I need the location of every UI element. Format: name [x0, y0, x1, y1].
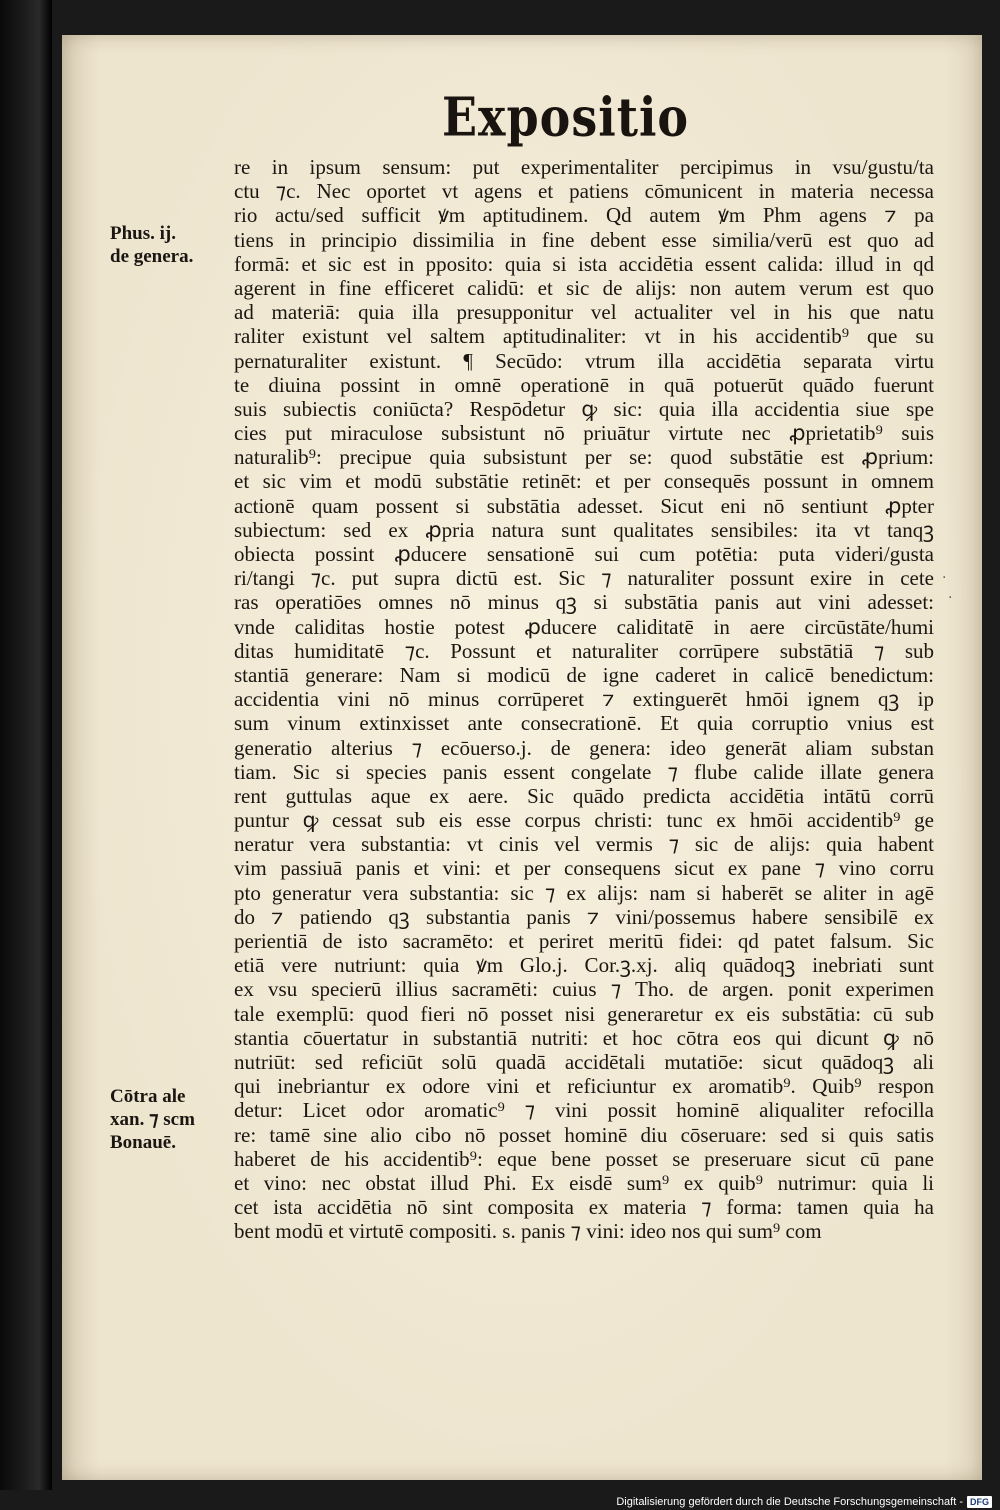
text-line: formā: et sic est in pposito: quia si ista accidētia essent calida: illud in qd	[234, 251, 934, 276]
paper-page	[62, 35, 982, 1480]
text-line: pto generatur vera substantia: sic ⁊ ex alijs: nam si haberēt se aliter in agē	[234, 880, 934, 905]
text-line: etiā vere nutriunt: quia ꝟm Glo.j. Cor.ꝫ.xj. aliq quādoqꝫ inebriati sunt	[234, 953, 934, 978]
text-line: tiens in principio dissimilia in fine debent esse similia/verū est quo ad	[234, 227, 934, 252]
text-line: ri/tangi ⁊c. put supra dictū est. Sic ⁊ naturaliter possunt exire in cete	[234, 566, 934, 591]
text-line: subiectum: sed ex ꝓpria natura sunt qualitates sensibiles: ita vt tanqꝫ	[234, 517, 934, 542]
text-line: obiecta possint ꝓducere sensationē sui cum potētia: puta videri/gusta	[234, 542, 934, 566]
credit-text: Digitalisierung gefördert durch die Deutsche Forschungsgemeinschaft -	[616, 1496, 963, 1508]
text-line: haberet de his accidentib⁹: eque bene posset se preseruare sicut cū pane	[234, 1146, 934, 1171]
text-line: sum vinum extinxisset ante consecrationē. Et quia corruptio vnius est	[234, 711, 934, 736]
text-line: vim passiuā panis et vini: et per consequens sicut ex pane ⁊ vino corru	[234, 856, 934, 881]
marginal-line: Phus. ij.	[110, 223, 176, 244]
marginal-line: Cōtra ale	[110, 1086, 186, 1107]
text-line: actionē quam possent si substātia adesset. Sicut eni nō sentiunt ꝓpter	[234, 493, 934, 518]
text-line: cet ista accidētia nō sint composita ex materia ⁊ forma: tamen quia ha	[234, 1195, 934, 1220]
text-line: ditas humiditatē ⁊c. Possunt et naturaliter corrūpere substātiā ⁊ sub	[234, 638, 934, 663]
text-line: generatio alterius ⁊ ecōuerso.j. de genera: ideo generāt aliam substan	[234, 735, 934, 760]
text-line: rio actu/sed sufficit ꝟm aptitudinem. Qd autem ꝟm Phm agens ⁊ pa	[234, 203, 934, 228]
book-binding-gutter	[0, 0, 52, 1490]
text-line: raliter existunt vel saltem aptitudinaliter: vt in his accidentib⁹ que su	[234, 324, 934, 349]
text-line: tiam. Sic si species panis essent congelate ⁊ flube calide illate genera	[234, 759, 934, 784]
text-line: ad materiā: quia illa presupponitur vel actualiter vel in his que natu	[234, 300, 934, 325]
text-line: nutriūt: sed reficiūt solū quadā accidētali mutatiōe: sicut quādoqꝫ ali	[234, 1049, 934, 1074]
ink-speck: ·	[948, 590, 953, 606]
text-line: cies put miraculose subsistunt nō priuātur virtute nec ꝓprietatib⁹ suis	[234, 421, 934, 446]
text-line: accidentia vini nō minus corrūperet ⁊ extinguerēt hmōi ignem qꝫ ip	[234, 687, 934, 712]
marginal-line: Bonauē.	[110, 1132, 176, 1153]
marginal-line: xan. ⁊ scm	[110, 1109, 195, 1130]
text-line: stantiā generare: Nam si modicū de igne caderet in calicē benedictum:	[234, 662, 934, 687]
text-line: te diuina possint in omnē operationē in quā potuerūt quādo fuerunt	[234, 372, 934, 397]
marginal-line: de genera.	[110, 246, 194, 267]
body-text-block	[234, 155, 934, 1243]
text-line: ex vsu specierū illius sacramēti: cuius ⁊ Tho. de argen. ponit experimen	[234, 977, 934, 1002]
text-line: rent guttulas aque ex aere. Sic quādo predicta accidētia intātū corrū	[234, 783, 934, 808]
text-line: naturalib⁹: precipue quia subsistunt per se: quod substātie est ꝓprium:	[234, 445, 934, 470]
text-line: et vino: nec obstat illud Phi. Ex eisdē sum⁹ ex quib⁹ nutrimur: quia li	[234, 1170, 934, 1195]
digitization-credit	[616, 1496, 992, 1508]
text-line: bent modū et virtutē compositi. s. panis ⁊ vini: ideo nos qui sum⁹ com	[234, 1219, 822, 1244]
marginal-note-top	[110, 222, 193, 268]
text-line: neratur vera substantia: vt cinis vel vermis ⁊ sic de alijs: quia habent	[234, 832, 934, 857]
text-line: vnde caliditas hostie potest ꝓducere caliditatē in aere circūstāte/humi	[234, 614, 934, 639]
text-line: ras operatiōes omnes nō minus qꝫ si substātia panis aut vini adesset:	[234, 590, 934, 615]
text-line: do ⁊ patiendo qꝫ substantia panis ⁊ vini/possemus habere sensibilē ex	[234, 904, 934, 929]
text-line: re in ipsum sensum: put experimentaliter percipimus in vsu/gustu/ta	[234, 155, 934, 179]
text-line: qui inebriantur ex odore vini et reficiuntur ex aromatib⁹. Quib⁹ respon	[234, 1074, 934, 1099]
text-line: pernaturaliter existunt. ¶ Secūdo: vtrum illa accidētia separata virtu	[234, 348, 934, 373]
text-line: ctu ⁊c. Nec oportet vt agens et patiens cōmunicent in materia necessa	[234, 179, 934, 204]
text-line: puntur ꝙ cessat sub eis esse corpus christi: tunc ex hmōi accidentib⁹ ge	[234, 808, 934, 833]
text-line: tale exemplū: quod fieri nō posset nisi generaretur ex eis substātia: cū sub	[234, 1001, 934, 1026]
dfg-logo: DFG	[967, 1496, 992, 1508]
marginal-note-bottom	[110, 1085, 195, 1154]
text-line: stantia cōuertatur in substantiā nutriti: et hoc cōtra eos qui dicunt ꝙ nō	[234, 1025, 934, 1050]
text-line: re: tamē sine alio cibo nō posset hominē diu cōseruare: sed si quis satis	[234, 1122, 934, 1147]
text-line: agerent in fine efficeret calidū: et sic de alijs: non autem verum est quo	[234, 275, 934, 300]
ink-speck: ·	[942, 570, 947, 586]
text-line: detur: Licet odor aromatic⁹ ⁊ vini possit hominē aliqualiter refocilla	[234, 1098, 934, 1123]
text-line: et sic vim et modū substātie retinēt: et per consequēs possunt in omnem	[234, 469, 934, 494]
text-line: perientiā de isto sacramēto: et periret meritū fidei: qd patet falsum. Sic	[234, 929, 934, 953]
text-line: suis subiectis coniūcta? Respōdetur ꝙ sic: quia illa accidentia siue spe	[234, 396, 934, 421]
running-title: Expositio	[442, 85, 690, 149]
